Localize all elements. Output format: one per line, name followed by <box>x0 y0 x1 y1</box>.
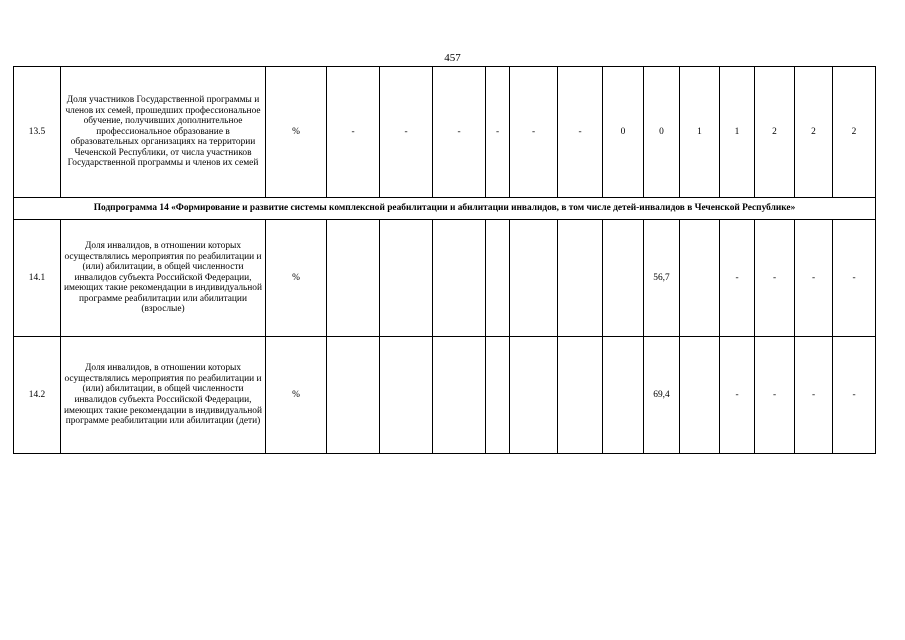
value-cell <box>433 220 486 337</box>
value-cell: - <box>327 67 380 198</box>
value-cell: - <box>433 67 486 198</box>
value-cell: 69,4 <box>644 337 680 454</box>
value-cell <box>510 220 558 337</box>
value-cell <box>433 337 486 454</box>
value-cell <box>680 337 720 454</box>
unit-cell: % <box>266 337 327 454</box>
value-cell <box>558 220 603 337</box>
value-cell: 56,7 <box>644 220 680 337</box>
subprogram-header: Подпрограмма 14 «Формирование и развитие системы комплексной реабилитации и абилитации инвалидов, в том числе детей-инвалидов в Чеченской Республике» <box>14 198 876 220</box>
value-cell <box>603 337 644 454</box>
row-number: 13.5 <box>14 67 61 198</box>
row-number: 14.1 <box>14 220 61 337</box>
value-cell: 1 <box>720 67 755 198</box>
value-cell: - <box>833 337 876 454</box>
value-cell: - <box>720 220 755 337</box>
value-cell: - <box>510 67 558 198</box>
value-cell: - <box>755 220 795 337</box>
value-cell: - <box>795 220 833 337</box>
indicator-name: Доля участников Государственной программы и членов их семей, прошедших профессиональное обучение, получивших дополнительное профессиональное образование в образовательных организациях на территории Чеченской Республики, от числа участников Государственной программы и членов их семей <box>61 67 266 198</box>
value-cell: - <box>558 67 603 198</box>
value-cell <box>510 337 558 454</box>
row-number: 14.2 <box>14 337 61 454</box>
page-number: 457 <box>444 52 461 64</box>
value-cell: 2 <box>755 67 795 198</box>
value-cell <box>603 220 644 337</box>
table-row <box>14 220 876 337</box>
indicator-name: Доля инвалидов, в отношении которых осуществлялись мероприятия по реабилитации и (или) абилитации, в общей численности инвалидов субъекта Российской Федерации, имеющих такие рекомендации в индивидуальной программе реабилитации или абилитации (дети) <box>61 337 266 454</box>
value-cell <box>380 220 433 337</box>
value-cell: 2 <box>795 67 833 198</box>
value-cell: 2 <box>833 67 876 198</box>
value-cell <box>680 220 720 337</box>
value-cell: - <box>833 220 876 337</box>
unit-cell: % <box>266 220 327 337</box>
indicators-table <box>13 66 876 454</box>
value-cell <box>327 337 380 454</box>
value-cell: 1 <box>680 67 720 198</box>
value-cell <box>327 220 380 337</box>
table-row <box>14 337 876 454</box>
value-cell: - <box>720 337 755 454</box>
unit-cell: % <box>266 67 327 198</box>
value-cell <box>486 220 510 337</box>
table-row <box>14 67 876 198</box>
value-cell <box>558 337 603 454</box>
value-cell: - <box>795 337 833 454</box>
value-cell: - <box>755 337 795 454</box>
value-cell: - <box>486 67 510 198</box>
indicator-name: Доля инвалидов, в отношении которых осуществлялись мероприятия по реабилитации и (или) абилитации, в общей численности инвалидов субъекта Российской Федерации, имеющих такие рекомендации в индивидуальной программе реабилитации или абилитации (взрослые) <box>61 220 266 337</box>
value-cell <box>486 337 510 454</box>
table-row <box>14 198 876 220</box>
value-cell <box>380 337 433 454</box>
value-cell: - <box>380 67 433 198</box>
value-cell: 0 <box>644 67 680 198</box>
value-cell: 0 <box>603 67 644 198</box>
